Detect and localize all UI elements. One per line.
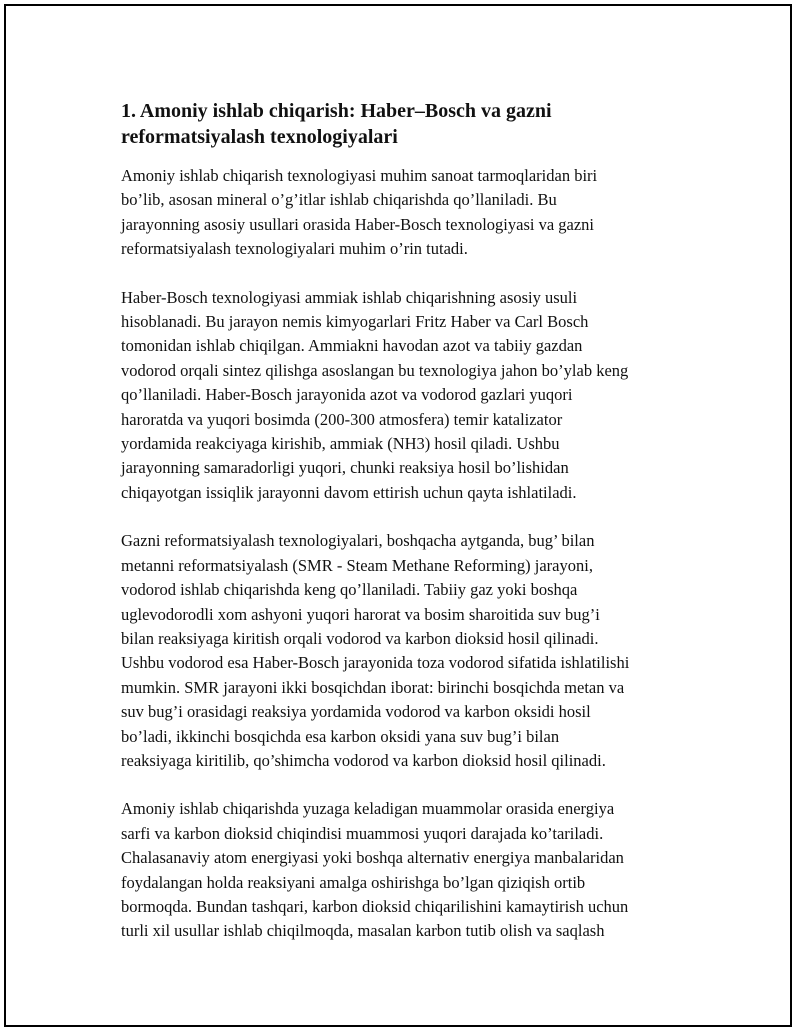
- text-line: reaksiyaga kiritilib, qo’shimcha vodorod va karbon dioksid hosil qilinadi.: [121, 750, 606, 770]
- document-page: [4, 4, 792, 1027]
- text-line: chiqayotgan issiqlik jarayonni davom ettirish uchun qayta ishlatiladi.: [121, 482, 577, 502]
- text-line: Amoniy ishlab chiqarishda yuzaga keladigan muammolar orasida energiya: [121, 799, 615, 819]
- text-line: Ushbu vodorod esa Haber-Bosch jarayonida toza vodorod sifatida ishlatilishi: [121, 653, 630, 673]
- text-line: yordamida reakciyaga kirishib, ammiak (NH3) hosil qiladi. Ushbu: [121, 434, 560, 454]
- text-line: haroratda va yuqori bosimda (200-300 atmosfera) temir katalizator: [121, 409, 563, 429]
- text-line: hisoblanadi. Bu jarayon nemis kimyogarlari Fritz Haber va Carl Bosch: [121, 312, 589, 332]
- text-line: Amoniy ishlab chiqarish texnologiyasi muhim sanoat tarmoqlaridan biri: [121, 166, 598, 185]
- document-content: [121, 98, 701, 968]
- text-line: bilan reaksiyaga kiritish orqali vodorod va karbon dioksid hosil qilinadi.: [121, 628, 599, 648]
- text-line: suv bug’i orasidagi reaksiya yordamida vodorod va karbon oksidi hosil: [121, 702, 591, 722]
- text-line: reformatsiyalash texnologiyalari muhim o’rin tutadi.: [121, 239, 468, 259]
- text-line: jarayonning samaradorligi yuqori, chunki reaksiya hosil bo’lishidan: [121, 458, 569, 478]
- text-line: jarayonning asosiy usullari orasida Haber-Bosch texnologiyasi va gazni: [121, 214, 595, 234]
- text-line: mumkin. SMR jarayoni ikki bosqichdan iborat: birinchi bosqichda metan va: [121, 677, 625, 697]
- text-line: Haber-Bosch texnologiyasi ammiak ishlab chiqarishning asosiy usuli: [121, 287, 578, 307]
- text-line: Gazni reformatsiyalash texnologiyalari, boshqacha aytganda, bug’ bilan: [121, 531, 595, 551]
- section-heading: [121, 98, 701, 150]
- text-line: foydalangan holda reaksiyani amalga oshirishga bo’lgan qiziqish ortib: [121, 872, 586, 892]
- text-line: bo’ladi, ikkinchi bosqichda esa karbon oksidi yana suv bug’i bilan: [121, 726, 560, 746]
- text-line: vodorod ishlab chiqarishda keng qo’llaniladi. Tabiiy gaz yoki boshqa: [121, 580, 578, 600]
- text-line: sarfi va karbon dioksid chiqindisi muammosi yuqori darajada ko’tariladi.: [121, 823, 604, 843]
- text-line: Chalasanaviy atom energiyasi yoki boshqa alternativ energiya manbalaridan: [121, 848, 624, 868]
- text-line: uglevodorodli xom ashyoni yuqori harorat va bosim sharoitida suv bug’i: [121, 604, 600, 624]
- text-line: qo’llaniladi. Haber-Bosch jarayonida azot va vodorod gazlari yuqori: [121, 385, 573, 405]
- paragraph-intro: [121, 164, 701, 262]
- text-line: vodorod orqali sintez qilishga asoslangan bu texnologiya jahon bo’ylab keng: [121, 360, 629, 380]
- text-line: metanni reformatsiyalash (SMR - Steam Methane Reforming) jarayoni,: [121, 555, 593, 575]
- heading-line: 1. Amoniy ishlab chiqarish: Haber–Bosch va gazni: [121, 100, 552, 122]
- paragraph-reforming: [121, 529, 701, 773]
- paragraph-haber-bosch: [121, 286, 701, 506]
- paragraph-problems: [121, 797, 701, 943]
- text-line: turli xil usullar ishlab chiqilmoqda, masalan karbon tutib olish va saqlash: [121, 921, 605, 941]
- text-line: bo’lib, asosan mineral o’g’itlar ishlab chiqarishda qo’llaniladi. Bu: [121, 190, 557, 210]
- heading-line: reformatsiyalash texnologiyalari: [121, 126, 398, 148]
- text-line: bormoqda. Bundan tashqari, karbon dioksid chiqarilishini kamaytirish uchun: [121, 896, 629, 916]
- text-line: tomonidan ishlab chiqilgan. Ammiakni havodan azot va tabiiy gazdan: [121, 336, 583, 356]
